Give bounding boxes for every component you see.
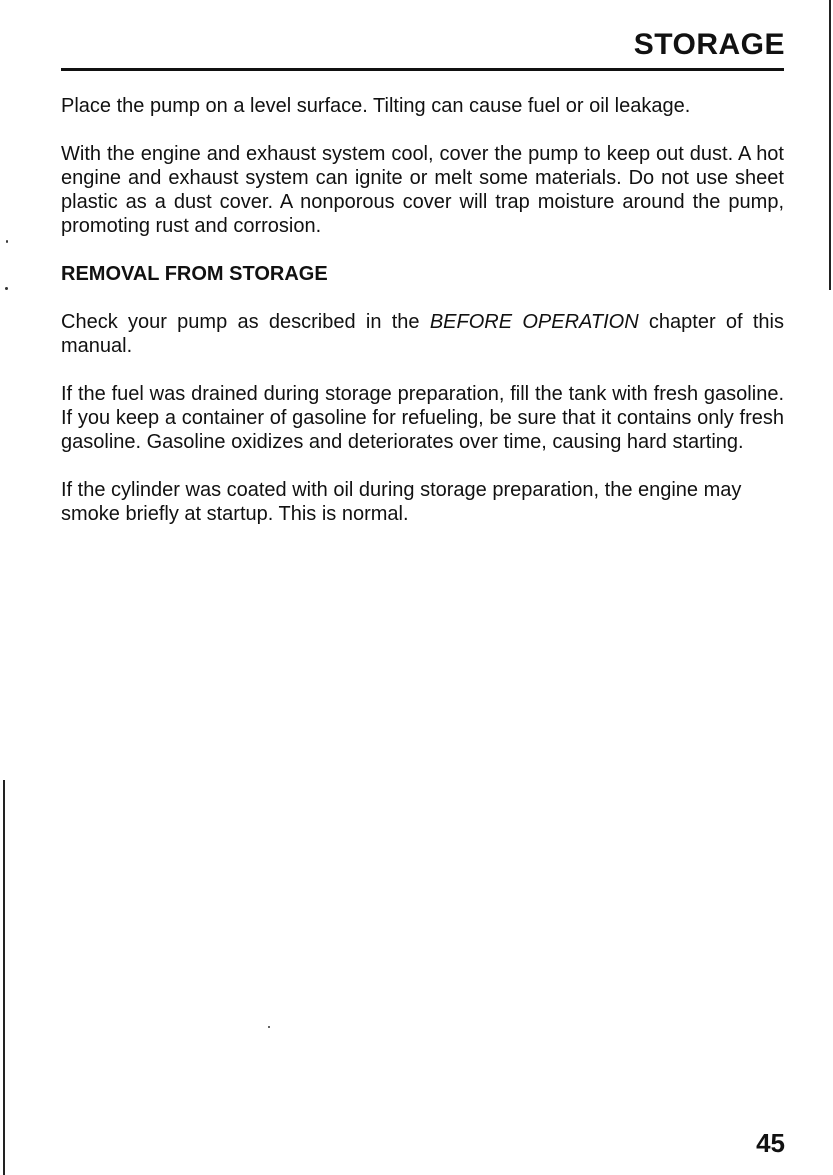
paragraph-cylinder-oil: If the cylinder was coated with oil during storage preparation, the engine may smoke briefly at startup. This is normal. — [61, 479, 742, 525]
header-divider — [61, 68, 784, 71]
scan-speck — [6, 240, 8, 243]
paragraph-level-surface: Place the pump on a level surface. Tilting can cause fuel or oil leakage. — [61, 95, 691, 117]
page-number: 45 — [756, 1128, 785, 1158]
page-title: STORAGE — [633, 28, 785, 61]
check-pump-text-end: chapter of this manual. — [61, 311, 784, 357]
paragraph-check-pump — [61, 310, 784, 358]
paragraph-fuel-drained: If the fuel was drained during storage preparation, fill the tank with fresh gasoline. If you keep a container of gasoline for refueling, be sure that it contains only fresh gasoline. Gasoline oxidizes and deteriorates over time, causing hard starting. — [61, 383, 784, 453]
page-content — [61, 94, 784, 550]
chapter-reference: BEFORE OPERATION — [429, 311, 639, 333]
scan-speck — [268, 1026, 270, 1028]
scan-edge-left — [3, 780, 5, 1175]
section-heading-removal: REMOVAL FROM STORAGE — [61, 263, 328, 285]
scan-edge-right — [829, 0, 831, 290]
check-pump-text-start: Check your pump as described in the — [61, 311, 430, 333]
paragraph-dust-cover: With the engine and exhaust system cool, cover the pump to keep out dust. A hot engine and exhaust system can ignite or melt some materials. Do not use sheet plastic as a dust cover. A nonporous cover will trap moisture around the pump, promoting rust and corrosion. — [61, 143, 784, 237]
scan-speck — [5, 287, 8, 290]
